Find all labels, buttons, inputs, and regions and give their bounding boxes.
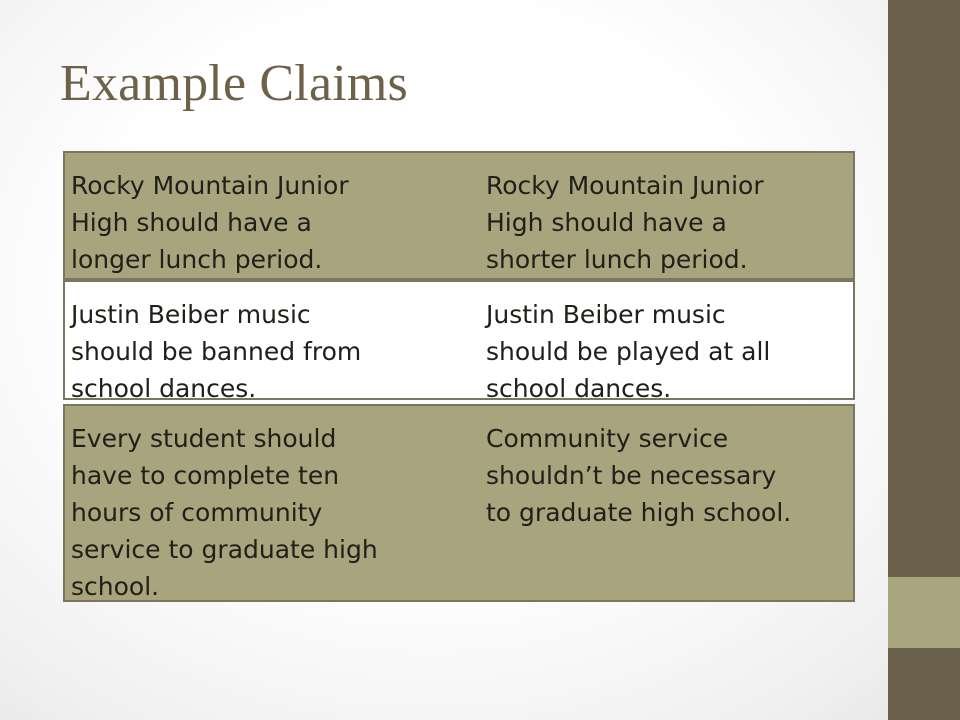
claims-row-service [63, 404, 855, 602]
claims-row-music [63, 280, 855, 403]
claims-row-lunch [63, 151, 855, 280]
claims-table [63, 151, 859, 602]
claim-lunch-shorter: Rocky Mountain Junior High should have a shorter lunch period. [486, 171, 764, 274]
claim-music-banned: Justin Beiber music should be banned from school dances. [71, 300, 362, 403]
claim-service-unnecessary: Community service shouldn’t be necessary to graduate high school. [486, 424, 792, 527]
claim-music-played: Justin Beiber music should be played at all school dances. [486, 300, 771, 403]
decorative-sidebar-band [888, 577, 960, 648]
claim-lunch-longer: Rocky Mountain Junior High should have a longer lunch period. [71, 171, 349, 274]
claim-service-required: Every student should have to complete ten hours of community service to graduate high school. [71, 424, 378, 601]
slide-title: Example Claims [60, 55, 408, 112]
